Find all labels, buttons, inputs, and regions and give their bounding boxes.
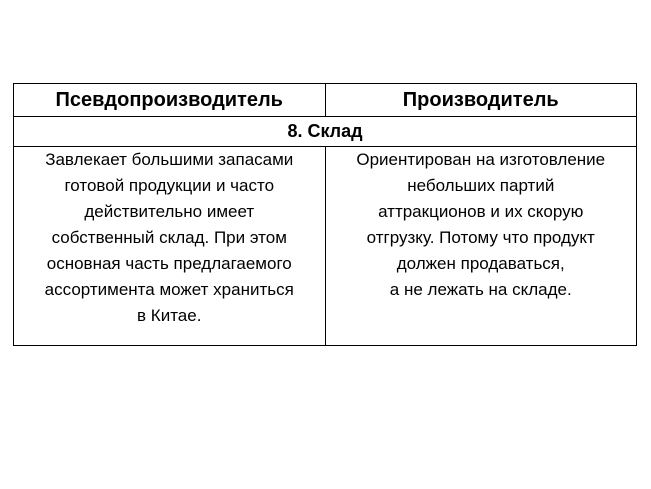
cell-manufacturer: Ориентирован на изготовление небольших партий аттракционов и их скорую отгрузку. Потому что продукт должен продаваться, а не лежать на складе. [325,147,637,345]
cell-pseudo-manufacturer: Завлекает большими запасами готовой продукции и часто действительно имеет собственный склад. При этом основная часть предлагаемого ассортимента может храниться в Китае. [44,150,294,325]
header-manufacturer: Производитель [325,84,637,116]
table-body-row [13,147,637,346]
section-title: 8. Склад [13,117,637,147]
header-pseudo-manufacturer: Псевдопроизводитель [55,88,283,111]
table-header-row [13,83,637,117]
comparison-table [13,83,637,346]
